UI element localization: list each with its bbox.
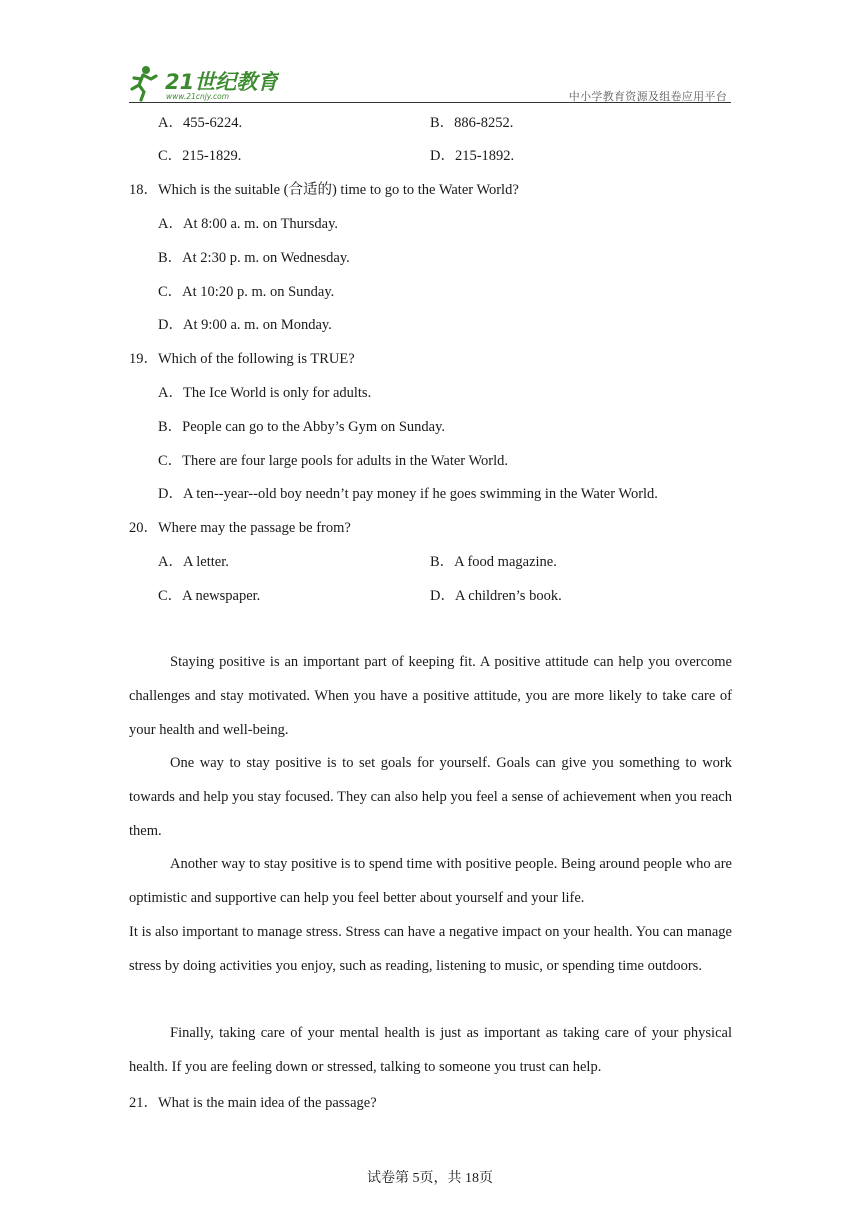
header-divider	[129, 102, 731, 103]
passage-paragraph-5: Finally, taking care of your mental health is just as important as taking care of your physical health. If you are feeling down or stressed, talking to someone you trust can help.	[129, 1025, 732, 1075]
q20-option-c: C．A newspaper.	[158, 588, 261, 604]
q20-option-b: B．A food magazine.	[430, 554, 557, 570]
q19-stem: 19．Which of the following is TRUE?	[129, 351, 355, 367]
q19-option-b: B．People can go to the Abby’s Gym on Sunday.	[158, 419, 446, 435]
page-footer: 试卷第 5页，共 18页	[367, 1171, 493, 1186]
q19-option-c: C．There are four large pools for adults in the Water World.	[158, 453, 508, 469]
q20-option-a: A．A letter.	[158, 554, 229, 570]
q20-stem: 20．Where may the passage be from?	[129, 520, 351, 536]
q18-option-a: A．At 8:00 a. m. on Thursday.	[158, 216, 339, 232]
logo-url: www.21cnjy.com	[166, 92, 230, 101]
q17-option-a: A．455-6224.	[158, 115, 243, 131]
q19-option-a: A．The Ice World is only for adults.	[158, 385, 372, 401]
q20-option-d: D．A children’s book.	[430, 588, 562, 604]
q18-stem: 18．Which is the suitable (合适的) time to go to the Water World?	[129, 182, 519, 198]
passage-paragraph-3: Another way to stay positive is to spend time with positive people. Being around people who are optimistic and supportive can help you feel better about yourself and your life.	[129, 856, 732, 906]
platform-name: 中小学教育资源及组卷应用平台	[568, 90, 727, 103]
page-header	[129, 62, 731, 104]
logo-text: 21世纪教育	[165, 70, 279, 94]
logo-21cnjy	[129, 64, 279, 102]
q17-option-c: C．215-1829.	[158, 148, 242, 164]
passage-paragraph-1: Staying positive is an important part of keeping fit. A positive attitude can help you overcome challenges and stay motivated. When you have a positive attitude, you are more likely to take care of your health and well-being.	[129, 654, 732, 738]
passage-paragraph-4: It is also important to manage stress. Stress can have a negative impact on your health. You can manage stress by doing activities you enjoy, such as reading, listening to music, or spending time outdoors.	[129, 924, 732, 974]
q19-option-d: D．A ten--year--old boy needn’t pay money if he goes swimming in the Water World.	[158, 486, 658, 502]
q18-option-c: C．At 10:20 p. m. on Sunday.	[158, 284, 335, 300]
q17-option-d: D．215-1892.	[430, 148, 515, 164]
runner-icon	[132, 66, 156, 100]
q18-option-d: D．At 9:00 a. m. on Monday.	[158, 317, 332, 333]
q18-option-b: B．At 2:30 p. m. on Wednesday.	[158, 250, 350, 266]
q17-option-b: B．886-8252.	[430, 115, 514, 131]
passage-paragraph-2: One way to stay positive is to set goals for yourself. Goals can give you something to work towards and help you stay focused. They can also help you feel a sense of achievement when you reach them.	[129, 755, 732, 839]
q21-stem: 21．What is the main idea of the passage?	[129, 1095, 377, 1111]
